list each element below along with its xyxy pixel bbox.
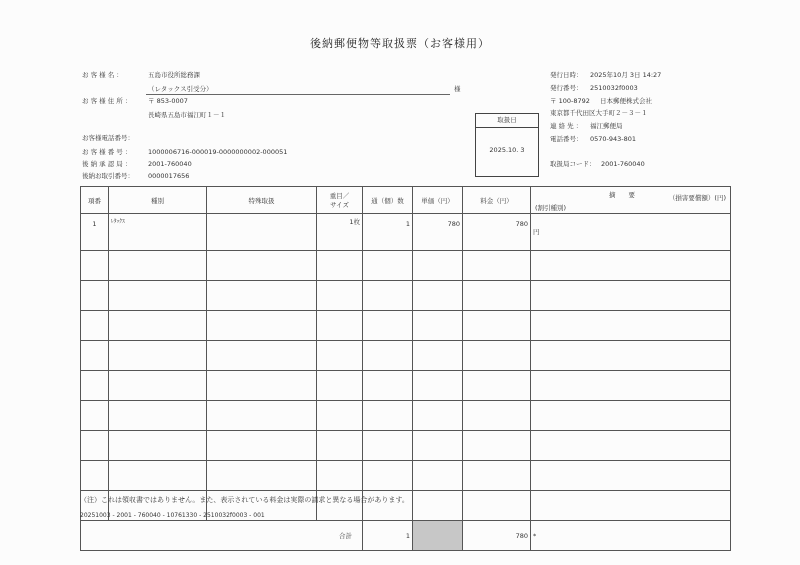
footer-code: 20251003 - 2001 - 760040 - 10761330 - 2510032f0003 - 001 <box>80 512 265 519</box>
row1-count: 1 <box>363 214 413 251</box>
customer-no-label: お 客 様 番 号 ： <box>82 148 132 156</box>
tel-label: 電話番号： <box>550 135 583 143</box>
row1-unit: 780 <box>413 214 463 251</box>
customer-name: 五島市役所総務課 <box>148 71 200 79</box>
office-code: 2001-760040 <box>601 160 645 168</box>
total-label: 合計 <box>81 521 363 551</box>
contact-office: 福江郵便局 <box>590 122 623 130</box>
col-amount-header: 料金（円） <box>463 187 531 214</box>
col-count-header: 通（個）数 <box>363 187 413 214</box>
contact-label: 連 絡 先 ： <box>550 122 583 130</box>
customer-no: 1000006716-000019-0000000002-000051 <box>148 148 288 156</box>
table-row <box>81 341 731 371</box>
issue-no: 2510032f0003 <box>590 84 638 92</box>
disclaimer-note: （注）これは領収書ではありません。また、表示されている料金は実際の請求と異なる場合があります。 <box>80 496 409 504</box>
table-row <box>81 401 731 431</box>
phone-label: お客様電話番号： <box>82 134 134 142</box>
total-amount: 780 <box>463 521 531 551</box>
issuer-address: 東京都千代田区大手町２－３－１ <box>550 109 648 117</box>
approval-label: 後 納 承 認 局 ： <box>82 160 132 168</box>
handling-date-label: 取扱日 <box>476 114 538 128</box>
col-type-header: 種別 <box>109 187 207 214</box>
address-label: お 客 様 住 所 ： <box>82 97 132 105</box>
total-unit-shaded <box>413 521 463 551</box>
issued-at-label: 発行日時： <box>550 71 583 79</box>
issuer-postal: 〒 100-8792 <box>550 97 590 105</box>
row1-size: 1枚 <box>317 214 363 251</box>
customer-address: 長崎県五島市福江町１－１ <box>148 111 226 119</box>
handling-date-box <box>475 113 539 177</box>
tx-label: 後納お取引番号： <box>82 172 134 180</box>
customer-name-label: お 客 様 名 ： <box>82 71 123 79</box>
issue-no-label: 発行番号： <box>550 84 583 92</box>
row1-type: ﾚﾀｯｸｽ <box>109 214 207 251</box>
table-row <box>81 431 731 461</box>
table-row <box>81 371 731 401</box>
customer-underline <box>146 94 450 95</box>
row1-no: 1 <box>81 214 109 251</box>
row1-amount: 780 <box>463 214 531 251</box>
customer-postal: 〒 853-0007 <box>148 97 188 105</box>
remarks-sub1: （損害要償額）(円) <box>668 194 726 202</box>
table-row <box>81 281 731 311</box>
total-remarks: * <box>531 521 731 551</box>
total-count: 1 <box>363 521 413 551</box>
issued-at: 2025年10月 3日 14:27 <box>590 71 662 79</box>
approval-office: 2001-760040 <box>148 160 192 168</box>
row1-remarks: 円 <box>531 214 731 251</box>
col-size-header-line2: サイズ <box>330 201 349 209</box>
remarks-title: 摘 要 <box>609 191 635 199</box>
customer-sub: （レタックス引受分） <box>148 85 213 93</box>
table-row <box>81 251 731 281</box>
col-size-header-line1: 重目／ <box>329 192 350 200</box>
col-special-header: 特殊取扱 <box>207 187 317 214</box>
issuer-company: 日本郵便株式会社 <box>600 97 652 105</box>
remarks-sub2: (割引種別) <box>535 204 567 212</box>
handling-date: 2025.10. 3 <box>489 146 525 154</box>
col-unit-header: 単価（円） <box>413 187 463 214</box>
total-row <box>81 521 731 551</box>
table-header-row <box>81 187 731 214</box>
table-row <box>81 311 731 341</box>
col-size-header <box>317 187 363 214</box>
row1-special <box>207 214 317 251</box>
col-remarks-header <box>531 187 731 214</box>
col-no-header: 項番 <box>81 187 109 214</box>
tx-number: 0000017656 <box>148 172 190 180</box>
office-code-label: 取扱局コード： <box>550 160 596 168</box>
table-row <box>81 461 731 491</box>
honorific: 様 <box>454 85 461 93</box>
tel-number: 0570-943-801 <box>590 135 637 143</box>
table-row <box>81 214 731 251</box>
document-title: 後納郵便物等取扱票（お客様用） <box>310 37 490 50</box>
